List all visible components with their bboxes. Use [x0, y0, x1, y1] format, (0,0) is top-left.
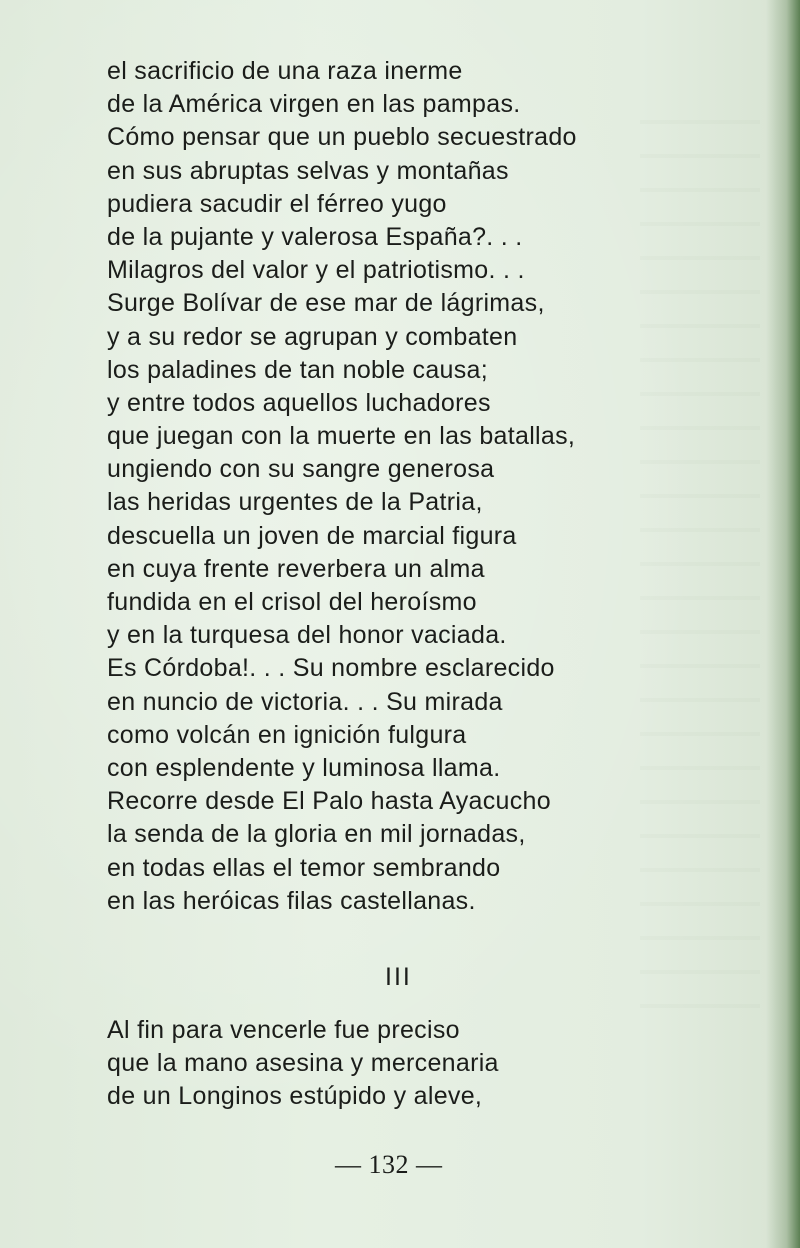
page-number: — 132 — [335, 1150, 443, 1179]
poem-line: los paladines de tan noble causa; [107, 355, 489, 384]
poem-stanza-1 [107, 55, 667, 918]
poem-line: y a su redor se agrupan y combaten [107, 322, 518, 351]
poem-line: de la pujante y valerosa España?. . . [107, 222, 523, 251]
poem-line: y entre todos aquellos luchadores [107, 388, 491, 417]
spine-shadow [766, 0, 800, 1248]
poem-line: Al fin para vencerle fue preciso [107, 1016, 460, 1044]
poem-line: en las heróicas filas castellanas. [107, 886, 476, 915]
poem-line: que la mano asesina y mercenaria [107, 1049, 499, 1078]
poem-line: Es Córdoba!. . . Su nombre esclarecido [107, 654, 555, 683]
poem-line: y en la turquesa del honor vaciada. [107, 621, 507, 650]
poem-line: la senda de la gloria en mil jornadas, [107, 820, 526, 849]
poem-line: en cuya frente reverbera un alma [107, 554, 485, 583]
poem-line: el sacrificio de una raza inerme [107, 57, 463, 85]
poem-line: de un Longinos estúpido y aleve, [107, 1082, 483, 1111]
poem-line: Cómo pensar que un pueblo secuestrado [107, 123, 577, 152]
poem-line: Recorre desde El Palo hasta Ayacucho [107, 787, 551, 816]
poem-line: las heridas urgentes de la Patria, [107, 488, 483, 517]
poem-line: en sus abruptas selvas y montañas [107, 156, 509, 185]
poem-line: fundida en el crisol del heroísmo [107, 588, 477, 616]
poem-line: en nuncio de victoria. . . Su mirada [107, 687, 503, 716]
poem-line: en todas ellas el temor sembrando [107, 853, 501, 882]
section-heading: III [385, 963, 412, 991]
poem-line: Surge Bolívar de ese mar de lágrimas, [107, 289, 545, 318]
poem-line: descuella un joven de marcial figura [107, 521, 517, 550]
poem-line: ungiendo con su sangre generosa [107, 455, 495, 484]
poem-line: como volcán en ignición fulgura [107, 720, 467, 749]
poem-line: pudiera sacudir el férreo yugo [107, 189, 447, 218]
poem-line: que juegan con la muerte en las batallas, [107, 422, 576, 451]
poem-line: Milagros del valor y el patriotismo. . . [107, 256, 525, 285]
poem-stanza-2 [107, 1014, 667, 1114]
poem-line: de la América virgen en las pampas. [107, 90, 521, 119]
poem-line: con esplendente y luminosa llama. [107, 753, 501, 782]
